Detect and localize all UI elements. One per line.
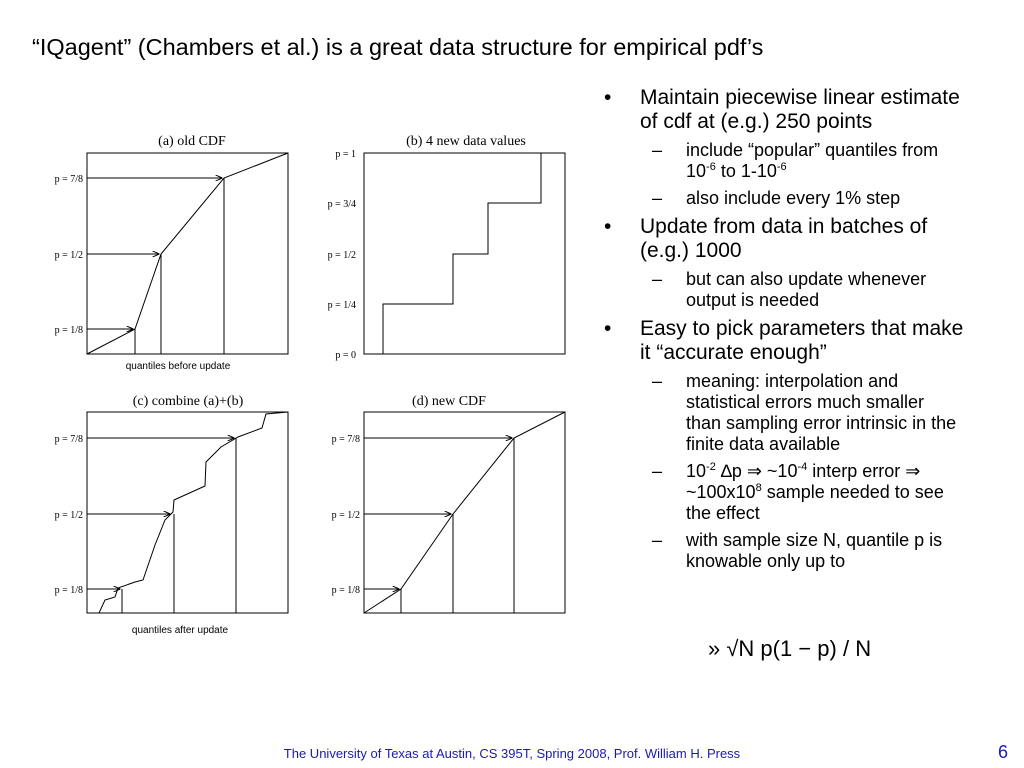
subbullet-interp-error: – $10^{-2}$ ∆p ⇒ $\sim 10^{-4}$ interp error ⇒ $\sim 100x10^8$ sample needed to see the effect bbox=[604, 461, 964, 524]
panel-b-label-p12: p = 1/2 bbox=[327, 250, 356, 261]
bullet-update: • Update from data in batches of (e.g.) 1000 bbox=[604, 215, 964, 263]
panel-a-old-cdf bbox=[55, 134, 288, 372]
panel-b-label-p34: p = 3/4 bbox=[327, 199, 356, 210]
panel-a-caption: quantiles before update bbox=[125, 361, 231, 372]
panel-a-label-p18: p = 1/8 bbox=[54, 325, 83, 336]
subbullet-sample-size: – with sample size N, quantile p is knowable only up to bbox=[604, 530, 964, 572]
panel-d-new-cdf bbox=[332, 394, 565, 613]
slide-title: “IQagent” (Chambers et al.) is a great data structure for empirical pdf’s bbox=[32, 34, 764, 60]
panel-c-caption: quantiles after update bbox=[131, 625, 229, 636]
panel-a-label-p78: p = 7/8 bbox=[54, 174, 83, 185]
panel-c-combine bbox=[55, 394, 288, 636]
panel-c-label-p12: p = 1/2 bbox=[54, 510, 83, 521]
panel-d-subtitle: (d) new CDF bbox=[412, 394, 486, 409]
panel-c-label-p78: p = 7/8 bbox=[54, 434, 83, 445]
panel-b-new-data bbox=[328, 134, 565, 361]
subbullet-popular-quantiles: – include “popular” quantiles from $10^{-6}$ to $1-10^{-6}$ bbox=[604, 140, 964, 182]
panel-a-label-p12: p = 1/2 bbox=[54, 250, 83, 261]
bullet-list bbox=[604, 86, 964, 578]
panel-b-label-p14: p = 1/4 bbox=[327, 300, 356, 311]
page-number: 6 bbox=[997, 742, 1008, 762]
panel-b-subtitle: (b) 4 new data values bbox=[406, 134, 526, 149]
bullet-maintain: • Maintain piecewise linear estimate of cdf at (e.g.) 250 points bbox=[604, 86, 964, 134]
panel-d-label-p12: p = 1/2 bbox=[331, 510, 360, 521]
panel-a-subtitle: (a) old CDF bbox=[158, 134, 226, 149]
panel-d-label-p18: p = 1/8 bbox=[331, 585, 360, 596]
quantile-precision-formula: » √N p(1 − p) / N bbox=[708, 636, 872, 661]
bullet-easy-parameters: • Easy to pick parameters that make it “accurate enough” bbox=[604, 317, 964, 365]
footer-text: The University of Texas at Austin, CS 395T, Spring 2008, Prof. William H. Press bbox=[283, 746, 741, 761]
panel-c-label-p18: p = 1/8 bbox=[54, 585, 83, 596]
panel-b-label-p0: p = 0 bbox=[335, 350, 356, 361]
subbullet-meaning: – meaning: interpolation and statistical errors much smaller than sampling error intrinsic in the finite data available bbox=[604, 371, 964, 455]
subbullet-update-output: – but can also update whenever output is needed bbox=[604, 269, 964, 311]
cdf-update-figure bbox=[0, 0, 600, 650]
panel-d-label-p78: p = 7/8 bbox=[331, 434, 360, 445]
panel-c-subtitle: (c) combine (a)+(b) bbox=[132, 394, 244, 409]
panel-b-label-p1: p = 1 bbox=[335, 149, 356, 160]
subbullet-every-percent: – also include every 1% step bbox=[604, 188, 964, 209]
